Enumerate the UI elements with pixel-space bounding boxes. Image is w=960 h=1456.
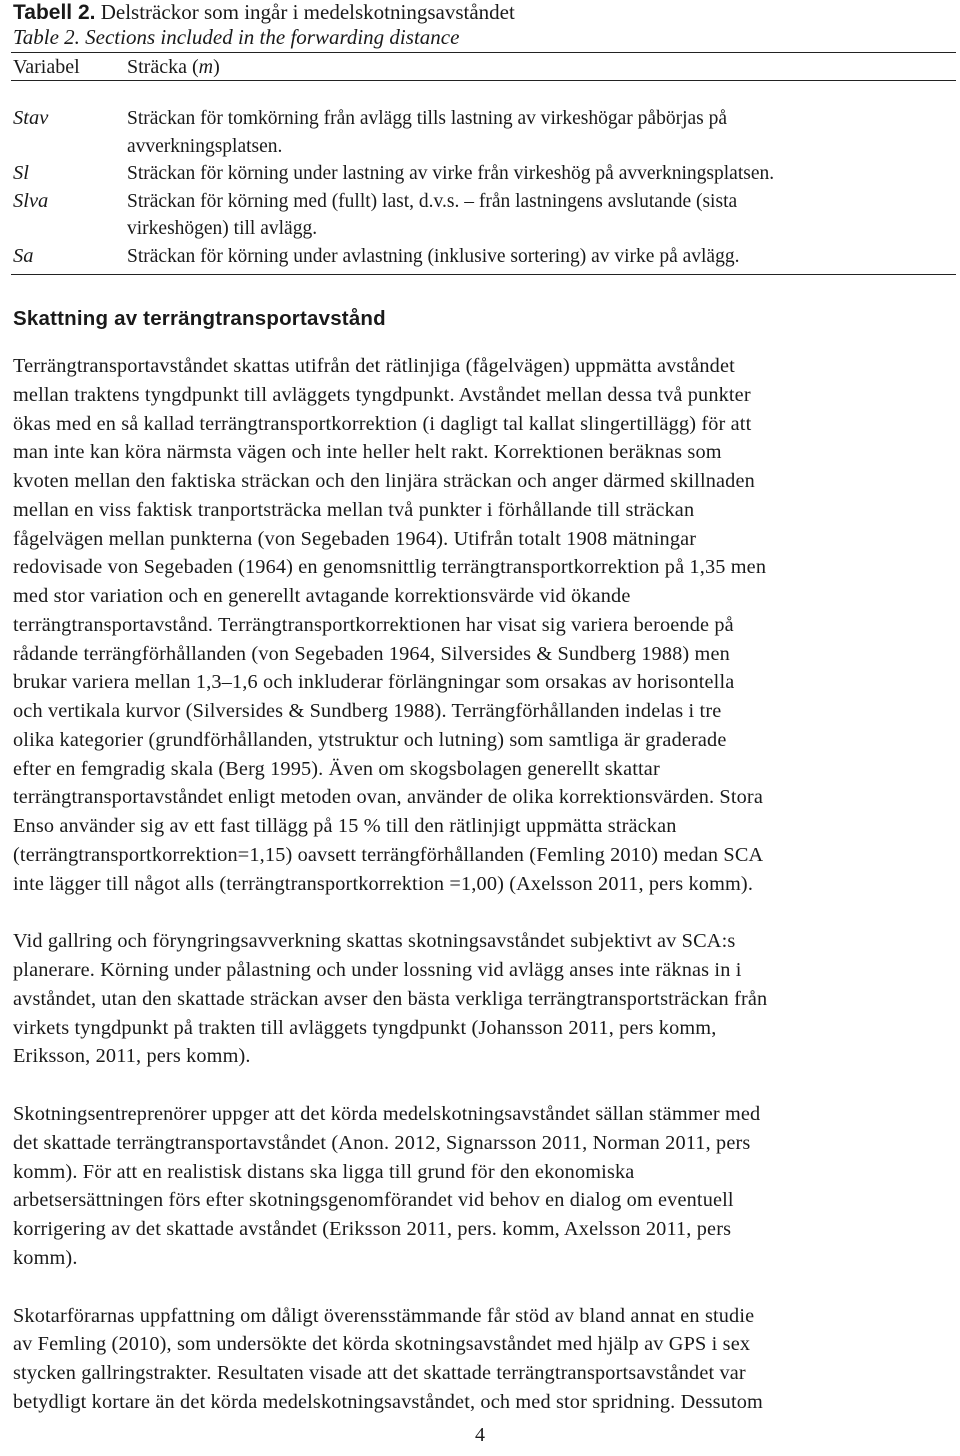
header-distance-unit: m [198, 55, 214, 78]
text-line: det skattade terrängtransportavståndet (Anon. 2012, Signarsson 2011, Norman 2011, pers [13, 1131, 751, 1154]
table-title-sv: Delsträckor som ingår i medelskotningsavståndet [95, 0, 515, 24]
text-line: och vertikala kurvor (Silversides & Sundberg 1988). Terrängförhållanden indelas i tre [13, 700, 722, 722]
row-line: Sträckan för körning med (fullt) last, d.v.s. – från lastningens avslutande (sista [127, 190, 738, 212]
text-line: komm). För att en realistisk distans ska ligga till grund för den ekonomiska [13, 1160, 635, 1183]
text-line: mellan en viss faktisk tranportsträcka mellan två punkter i förhållande till sträckan [13, 498, 695, 521]
table-label: Tabell 2. [13, 1, 96, 24]
text-line: redovisade von Segebaden (1964) en genomsnittlig terrängtransportkorrektion på 1,35 men [13, 556, 767, 579]
text-line: avståndet, utan den skattade sträckan avser den bästa verkliga terrängtransportsträckan från [13, 987, 768, 1010]
text-line: Skotningsentreprenörer uppger att det körda medelskotningsavståndet sällan stämmer med [13, 1103, 761, 1125]
header-distance-label: Sträcka ( [127, 55, 199, 78]
table-caption [13, 0, 948, 49]
row-line: Sträckan för tomkörning från avlägg tills lastning av virkeshögar påbörjas på [127, 108, 728, 129]
row-variable: Sa [13, 244, 34, 267]
table-row [13, 188, 948, 243]
text-line: betydligt kortare än det körda medelskotningsavståndet, och med stor spridning. Dessutom [13, 1390, 763, 1413]
text-line: man inte kan köra närmsta vägen och inte heller helt rakt. Korrektionen beräknas som [13, 441, 722, 464]
text-line: mellan traktens tyngdpunkt till avläggets tyngdpunkt. Avståndet mellan dessa två punkter [13, 383, 751, 406]
text-line: stycken gallringstrakter. Resultaten visade att det skattade terrängtransportsavståndet var [13, 1362, 746, 1384]
text-line: rådande terrängförhållanden (von Segebaden 1964, Silversides & Sundberg 1988) men [13, 642, 730, 665]
row-description [127, 160, 948, 188]
text-line: virkets tyngdpunkt på trakten till avläggets tyngdpunkt (Johansson 2011, pers komm, [13, 1016, 717, 1039]
document-page [13, 0, 948, 1417]
row-variable: Stav [13, 107, 49, 129]
text-line: fågelvägen mellan punkterna (von Segebaden 1964). Utifrån totalt 1908 mätningar [13, 527, 697, 550]
row-line: Sträckan för körning under avlastning (inklusive sortering) av virke på avlägg. [127, 245, 740, 267]
text-line: med stor variation och en generellt avtagande korrektionsvärde vid ökande [13, 585, 631, 607]
table-caption-swedish [13, 0, 948, 25]
row-variable: Slva [13, 189, 49, 212]
table-header-row [13, 53, 948, 80]
text-line: korrigering av det skattade avståndet (Eriksson 2011, pers. komm, Axelsson 2011, pers [13, 1218, 732, 1240]
header-distance-close: ) [213, 55, 220, 78]
row-description [127, 188, 948, 243]
text-line: Eriksson, 2011, pers komm). [13, 1045, 251, 1068]
row-line: virkeshögen) till avlägg. [127, 218, 318, 239]
table-body [13, 81, 948, 274]
text-line: Vid gallring och föryngringsavverkning skattas skotningsavståndet subjektivt av SCA:s [13, 930, 736, 953]
header-variable: Variabel [13, 55, 80, 78]
row-description [127, 243, 948, 271]
text-line: brukar variera mellan 1,3–1,6 och inkluderar förlängningar som orsakas av horisontella [13, 671, 735, 694]
row-variable: Sl [13, 162, 29, 184]
table-caption-english: Table 2. Sections included in the forwarding distance [13, 25, 460, 49]
row-description [127, 105, 948, 160]
text-line: inte lägger till något alls (terrängtransportkorrektion =1,00) (Axelsson 2011, pers komm). [13, 872, 754, 895]
text-line: Enso använder sig av ett fast tillägg på 15 % till den rätlinjigt uppmätta sträckan [13, 815, 677, 837]
header-distance [127, 55, 948, 79]
text-line: ökas med en så kallad terrängtransportkorrektion (i dagligt tal kallat slingertillägg) för att [13, 412, 752, 435]
paragraph [13, 352, 948, 898]
table-bottom-rule [11, 274, 956, 275]
text-line: terrängtransportavståndet enligt metoden ovan, använder de olika korrektionsvärden. Stora [13, 786, 763, 809]
row-line: Sträckan för körning under lastning av virke från virkeshög på avverkningsplatsen. [127, 163, 775, 184]
text-line: (terrängtransportkorrektion=1,15) oavsett terrängförhållanden (Femling 2010) medan SCA [13, 843, 764, 866]
text-line: arbetsersättningen förs efter skotningsgenomförandet vid behov en dialog om eventuell [13, 1189, 734, 1212]
row-line: avverkningsplatsen. [127, 135, 283, 157]
section-heading: Skattning av terrängtransportavstånd [13, 307, 386, 330]
table-row [13, 160, 948, 188]
text-line: kvoten mellan den faktiska sträckan och den linjära sträckan och anger därmed skillnaden [13, 470, 755, 492]
text-line: olika kategorier (grundförhållanden, ytstruktur och lutning) som samtliga är graderade [13, 728, 727, 751]
text-line: terrängtransportavstånd. Terrängtransportkorrektionen har visat sig variera beroende på [13, 613, 734, 636]
text-line: Skotarförarnas uppfattning om dåligt överensstämmande får stöd av bland annat en studie [13, 1304, 755, 1327]
paragraph [13, 1302, 948, 1417]
table-row [13, 105, 948, 160]
text-line: planerare. Körning under pålastning och under lossning vid avlägg anses inte räknas in i [13, 959, 742, 981]
table-row [13, 243, 948, 271]
text-line: komm). [13, 1246, 78, 1269]
text-line: av Femling (2010), som undersökte det körda skotningsavståndet med hjälp av GPS i sex [13, 1333, 751, 1356]
text-line: efter en femgradig skala (Berg 1995). Även om skogsbolagen generellt skattar [13, 757, 660, 780]
page-number: 4 [475, 1424, 485, 1446]
text-line: Terrängtransportavståndet skattas utifrån det rätlinjiga (fågelvägen) uppmätta avståndet [13, 355, 735, 377]
paragraph [13, 927, 948, 1071]
paragraph [13, 1100, 948, 1273]
